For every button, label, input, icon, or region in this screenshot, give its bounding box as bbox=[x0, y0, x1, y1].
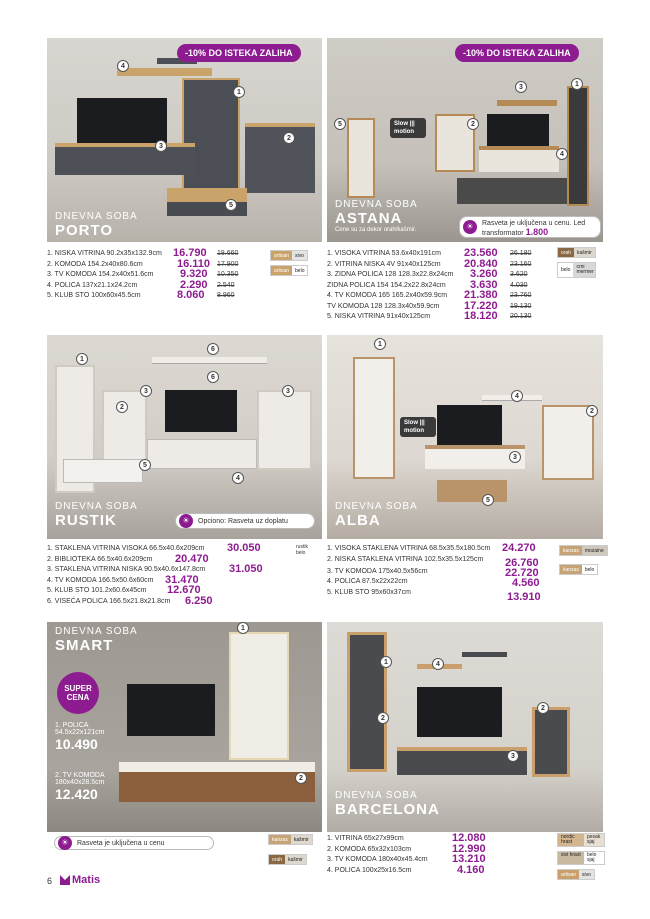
rustik-tv bbox=[165, 390, 237, 432]
item-old-price: 10.350 bbox=[217, 271, 239, 278]
porto-vitrine bbox=[182, 78, 240, 193]
swatch-label: pesak sjaj bbox=[584, 834, 604, 846]
astana-tv bbox=[487, 114, 549, 148]
barcelona-swatch-1 bbox=[557, 833, 605, 847]
porto-swatch-1 bbox=[270, 250, 308, 261]
swatch-label: sivi hrast bbox=[558, 852, 584, 864]
astana-led-price: 1.800 bbox=[525, 227, 549, 237]
item-price: 12.670 bbox=[167, 584, 201, 596]
item-price: 3.260 bbox=[470, 268, 498, 280]
rustik-marker-5: 5 bbox=[139, 459, 151, 471]
alba-swatch-2 bbox=[559, 564, 598, 575]
item-price: 23.560 bbox=[464, 247, 498, 259]
barcelona-vitrine bbox=[347, 632, 387, 772]
item-label: 3. TV KOMODA 175x40.5x56cm bbox=[327, 567, 428, 575]
item-price: 8.060 bbox=[177, 289, 205, 301]
rustik-marker-6b: 6 bbox=[207, 371, 219, 383]
porto-tv-commode bbox=[55, 143, 195, 175]
item-price: 21.380 bbox=[464, 289, 498, 301]
rustik-option-info bbox=[175, 513, 315, 529]
item-label: 1. VISOKA VITRINA 53.6x40x191cm bbox=[327, 250, 441, 257]
item-price: 4.560 bbox=[512, 577, 540, 589]
item-label: 2. BIBLIOTEKA 66.5x40.6x209cm bbox=[47, 555, 153, 563]
astana-led-text: Rasveta je uključena u cenu. Led transformator bbox=[482, 220, 586, 237]
item-price: 26.760 bbox=[505, 556, 539, 569]
rustik-marker-6: 6 bbox=[207, 343, 219, 355]
swatch-label: mozaine bbox=[582, 546, 607, 555]
alba-row bbox=[327, 588, 557, 603]
astana-row bbox=[327, 291, 557, 302]
smart-item-2-label: 2. TV KOMODA 180x40x28.5cm bbox=[55, 772, 105, 786]
item-old-price: 23.160 bbox=[510, 260, 532, 268]
porto-title bbox=[55, 211, 138, 239]
astana-photo bbox=[327, 38, 603, 242]
smart-shelf-unit bbox=[229, 632, 289, 760]
smart-photo bbox=[47, 622, 322, 832]
item-label: ZIDNA POLICA 154 154.2x22.8x24cm bbox=[327, 281, 446, 289]
barcelona-swatch-2 bbox=[557, 851, 605, 865]
astana-row bbox=[327, 270, 557, 281]
astana-row bbox=[327, 249, 557, 260]
alba-marker-3: 3 bbox=[509, 451, 521, 463]
smart-name: SMART bbox=[55, 637, 114, 654]
astana-slow-motion: Slow ||| motion bbox=[390, 118, 426, 138]
bulb-icon: ☀ bbox=[58, 836, 72, 850]
item-price: 13.910 bbox=[507, 590, 541, 603]
rustik-name: RUSTIK bbox=[55, 512, 117, 529]
swatch-label: artisan bbox=[558, 870, 579, 879]
item-old-price: 8.960 bbox=[217, 292, 235, 299]
swatch-label: belo bbox=[582, 565, 597, 574]
item-price: 31.470 bbox=[165, 573, 199, 586]
barcelona-tv bbox=[417, 687, 502, 737]
alba-row bbox=[327, 577, 557, 588]
item-label: 3. TV KOMODA 180x40x45.4cm bbox=[327, 856, 428, 863]
swatch-label: kašmir bbox=[574, 248, 595, 257]
barcelona-marker-2b: 2 bbox=[537, 702, 549, 714]
swatch-label: kanzas bbox=[269, 835, 291, 844]
item-old-price: 18.660 bbox=[217, 250, 239, 257]
astana-side-vitrine bbox=[347, 118, 375, 198]
smart-swatch-2 bbox=[268, 854, 307, 865]
alba-slow-motion: Slow ||| motion bbox=[400, 417, 436, 437]
barcelona-row bbox=[327, 842, 557, 856]
barcelona-row bbox=[327, 834, 557, 845]
item-price: 9.320 bbox=[180, 268, 208, 280]
item-price: 18.120 bbox=[464, 310, 498, 322]
porto-list bbox=[47, 249, 267, 302]
item-label: 5. KLUB STO 100x60x45.5cm bbox=[47, 292, 141, 299]
rustik-photo bbox=[47, 335, 322, 539]
barcelona-commode bbox=[532, 707, 570, 777]
item-price: 6.250 bbox=[185, 594, 213, 607]
item-label: 4. TV KOMODA 165 165.2x40x59.9cm bbox=[327, 292, 448, 299]
astana-tv-commode bbox=[479, 146, 559, 172]
porto-swatch-2 bbox=[270, 265, 308, 276]
alba-photo bbox=[327, 335, 603, 539]
swatch-label: crni mermer bbox=[573, 263, 595, 277]
item-old-price: 2.540 bbox=[217, 281, 235, 289]
astana-discount-badge: -10% DO ISTEKA ZALIHA bbox=[455, 44, 579, 62]
rustik-shelf bbox=[152, 357, 267, 364]
smart-marker-1: 1 bbox=[237, 622, 249, 634]
barcelona-sub: DNEVNA SOBA bbox=[335, 790, 418, 801]
item-price: 12.080 bbox=[452, 832, 486, 844]
swatch-label: artisan bbox=[271, 251, 292, 260]
rustik-row bbox=[47, 586, 307, 597]
rustik-row bbox=[47, 594, 307, 608]
item-label: 1. VITRINA 65x27x99cm bbox=[327, 835, 404, 842]
astana-swatch-2 bbox=[557, 262, 596, 278]
swatch-label: nordic hrast bbox=[558, 834, 584, 846]
astana-marker-1: 1 bbox=[571, 78, 583, 90]
item-label: 1. NISKA VITRINA 90.2x35x132.9cm bbox=[47, 250, 162, 257]
alba-marker-2: 2 bbox=[586, 405, 598, 417]
porto-row bbox=[47, 257, 267, 271]
item-label: 6. VISEĆA POLICA 166.5x21.8x21.8cm bbox=[47, 597, 171, 605]
rustik-sub: DNEVNA SOBA bbox=[55, 501, 138, 512]
item-price: 17.220 bbox=[464, 299, 498, 312]
item-old-price: 17.900 bbox=[217, 260, 239, 268]
item-old-price: 4.030 bbox=[510, 281, 528, 289]
smart-marker-2: 2 bbox=[295, 772, 307, 784]
alba-marker-4: 4 bbox=[511, 390, 523, 402]
swatch-label: sivo bbox=[579, 870, 594, 879]
alba-name: ALBA bbox=[335, 512, 381, 529]
item-old-price: 26.180 bbox=[510, 250, 532, 257]
porto-marker-1: 1 bbox=[233, 86, 245, 98]
swatch-label: orah bbox=[269, 855, 285, 864]
item-label: 5. KLUB STO 95x60x37cm bbox=[327, 588, 411, 596]
rustik-marker-3: 3 bbox=[140, 385, 152, 397]
smart-item-1-price: 10.490 bbox=[55, 736, 98, 752]
astana-row bbox=[327, 257, 557, 271]
item-label: 1. STAKLENA VITRINA VISOKA 66.5x40.6x209cm bbox=[47, 545, 205, 552]
swatch-label: kašmir bbox=[291, 835, 312, 844]
smart-item-2 bbox=[55, 772, 117, 802]
item-price: 3.630 bbox=[470, 278, 498, 291]
barcelona-name: BARCELONA bbox=[335, 801, 440, 818]
item-label: 4. TV KOMODA 166.5x50.6x60cm bbox=[47, 576, 154, 584]
astana-marker-3: 3 bbox=[515, 81, 527, 93]
item-price: 16.790 bbox=[173, 247, 207, 259]
item-label: 2. VITRINA NISKA 4V 91x40x125cm bbox=[327, 260, 441, 268]
swatch-label: orah bbox=[558, 248, 574, 257]
porto-tv bbox=[77, 98, 167, 143]
astana-row bbox=[327, 278, 557, 292]
item-label: 5. KLUB STO 101.2x60.6x45cm bbox=[47, 587, 147, 594]
rustik-tv-commode bbox=[147, 439, 257, 469]
swatch-label: belo bbox=[558, 263, 573, 277]
item-label: 3. STAKLENA VITRINA NISKA 90.5x40.6x147.8cm bbox=[47, 566, 206, 573]
swatch-label: belo sjaj bbox=[584, 852, 604, 864]
smart-super-badge: SUPER CENA bbox=[57, 672, 99, 714]
rustik-marker-2: 2 bbox=[116, 401, 128, 413]
astana-list bbox=[327, 249, 557, 323]
rustik-title bbox=[55, 501, 138, 529]
alba-row bbox=[327, 544, 557, 555]
porto-discount-badge: -10% DO ISTEKA ZALIHA bbox=[177, 44, 301, 62]
smart-sub: DNEVNA SOBA bbox=[55, 626, 138, 637]
smart-tv bbox=[127, 684, 215, 736]
alba-table bbox=[437, 480, 507, 502]
porto-photo bbox=[47, 38, 322, 242]
porto-row bbox=[47, 278, 267, 292]
rustik-list bbox=[47, 544, 307, 607]
porto-shelf bbox=[117, 68, 212, 76]
porto-row bbox=[47, 291, 267, 302]
astana-shelf bbox=[497, 100, 557, 106]
alba-list bbox=[327, 542, 557, 603]
rustik-marker-3b: 3 bbox=[282, 385, 294, 397]
swatch-label: kašmir bbox=[285, 855, 306, 864]
item-label: 3. ZIDNA POLICA 128 128.3x22.8x24cm bbox=[327, 271, 454, 278]
item-label: 5. NISKA VITRINA 91x40x125cm bbox=[327, 313, 431, 320]
swatch-label: artisan bbox=[271, 266, 292, 275]
item-price: 22.720 bbox=[505, 566, 539, 579]
swatch-label: belo bbox=[292, 266, 307, 275]
item-price: 12.990 bbox=[452, 842, 486, 855]
item-label: TV KOMODA 128 128.3x40x59.9cm bbox=[327, 302, 440, 310]
alba-sub: DNEVNA SOBA bbox=[335, 501, 418, 512]
item-price: 24.270 bbox=[502, 542, 536, 554]
astana-led-info bbox=[459, 216, 601, 238]
barcelona-shelf-2 bbox=[462, 652, 507, 657]
alba-tall-vitrine bbox=[353, 357, 395, 479]
porto-marker-2: 2 bbox=[283, 132, 295, 144]
porto-row bbox=[47, 249, 267, 260]
smart-item-1 bbox=[55, 722, 117, 752]
item-label: 4. POLICA 100x25x16.5cm bbox=[327, 866, 412, 874]
astana-note: Cene su za dekor orah/kašmir. bbox=[335, 227, 417, 233]
smart-tv-commode bbox=[119, 762, 315, 802]
barcelona-marker-2: 2 bbox=[377, 712, 389, 724]
barcelona-photo bbox=[327, 622, 603, 832]
brand-name: Matis bbox=[72, 874, 101, 886]
item-old-price: 3.620 bbox=[510, 271, 528, 278]
item-old-price: 19.130 bbox=[510, 302, 532, 310]
barcelona-marker-4: 4 bbox=[432, 658, 444, 670]
porto-marker-4: 4 bbox=[117, 60, 129, 72]
smart-title bbox=[55, 626, 138, 654]
astana-row bbox=[327, 299, 557, 313]
barcelona-marker-3: 3 bbox=[507, 750, 519, 762]
bulb-icon: ☀ bbox=[463, 220, 477, 234]
rustik-marker-1: 1 bbox=[76, 353, 88, 365]
item-price: 2.290 bbox=[180, 278, 208, 291]
smart-led-text: Rasveta je uključena u cenu bbox=[77, 840, 165, 847]
barcelona-row bbox=[327, 863, 557, 877]
item-price: 16.110 bbox=[177, 257, 211, 270]
alba-marker-1: 1 bbox=[374, 338, 386, 350]
rustik-option-text: Opciono: Rasveta uz doplatu bbox=[198, 518, 288, 525]
item-price: 30.050 bbox=[227, 542, 261, 554]
rustik-swatch: rustik belo bbox=[296, 544, 308, 556]
rustik-marker-4: 4 bbox=[232, 472, 244, 484]
bulb-icon: ☀ bbox=[179, 514, 193, 528]
swatch-label: kanzas bbox=[560, 565, 582, 574]
barcelona-list bbox=[327, 834, 557, 876]
astana-row bbox=[327, 312, 557, 323]
item-label: 2. NISKA STAKLENA VITRINA 102.5x35.5x125cm bbox=[327, 555, 484, 563]
alba-row bbox=[327, 555, 557, 567]
item-label: 1. VISOKA STAKLENA VITRINA 68.5x35.5x180.5cm bbox=[327, 545, 491, 552]
smart-item-2-price: 12.420 bbox=[55, 786, 98, 802]
item-price: 20.840 bbox=[464, 257, 498, 270]
astana-swatch-1 bbox=[557, 247, 596, 258]
barcelona-title bbox=[335, 790, 440, 818]
rustik-row bbox=[47, 552, 307, 566]
porto-commode bbox=[245, 123, 315, 193]
swatch-label: sivo bbox=[292, 251, 307, 260]
page-number: 6 bbox=[47, 876, 53, 886]
item-old-price: 20.130 bbox=[510, 313, 532, 320]
alba-row bbox=[327, 567, 557, 578]
item-label: 4. POLICA 87.5x22x22cm bbox=[327, 578, 408, 585]
smart-swatch-1 bbox=[268, 834, 313, 845]
astana-tall-vitrine bbox=[567, 86, 589, 206]
item-label: 3. TV KOMODA 154.2x40x51.6cm bbox=[47, 271, 154, 278]
porto-row bbox=[47, 270, 267, 281]
rustik-table bbox=[63, 459, 143, 483]
astana-marker-5: 5 bbox=[334, 118, 346, 130]
alba-low-vitrine bbox=[542, 405, 594, 480]
item-label: 4. POLICA 137x21.1x24.2cm bbox=[47, 281, 138, 289]
brand-logo bbox=[60, 874, 100, 886]
item-label: 2. KOMODA 154.2x40x80.6cm bbox=[47, 260, 143, 268]
item-label: 2. KOMODA 65x32x103cm bbox=[327, 845, 412, 853]
astana-sub: DNEVNA SOBA bbox=[335, 199, 418, 210]
porto-marker-5: 5 bbox=[225, 199, 237, 211]
rustik-vitrine-right bbox=[257, 390, 312, 470]
matis-logo-icon bbox=[60, 875, 70, 885]
alba-marker-5: 5 bbox=[482, 494, 494, 506]
alba-title bbox=[335, 501, 418, 529]
alba-swatch-1 bbox=[559, 545, 608, 556]
porto-sub: DNEVNA SOBA bbox=[55, 211, 138, 222]
astana-title bbox=[335, 199, 418, 233]
item-price: 4.160 bbox=[457, 863, 485, 876]
item-price: 31.050 bbox=[229, 563, 263, 575]
item-price: 20.470 bbox=[175, 552, 209, 565]
astana-name: ASTANA bbox=[335, 210, 403, 227]
barcelona-swatch-3 bbox=[557, 869, 595, 880]
astana-marker-4: 4 bbox=[556, 148, 568, 160]
item-price: 13.210 bbox=[452, 853, 486, 865]
astana-table bbox=[457, 178, 567, 204]
item-old-price: 23.760 bbox=[510, 292, 532, 299]
smart-led-info bbox=[54, 836, 214, 850]
barcelona-row bbox=[327, 855, 557, 866]
swatch-label: kanzas bbox=[560, 546, 582, 555]
porto-name: PORTO bbox=[55, 222, 114, 239]
smart-item-1-label: 1. POLICA 54.5x22x121cm bbox=[55, 722, 105, 736]
porto-marker-3: 3 bbox=[155, 140, 167, 152]
alba-tv bbox=[437, 405, 502, 445]
astana-marker-2: 2 bbox=[467, 118, 479, 130]
barcelona-marker-1: 1 bbox=[380, 656, 392, 668]
